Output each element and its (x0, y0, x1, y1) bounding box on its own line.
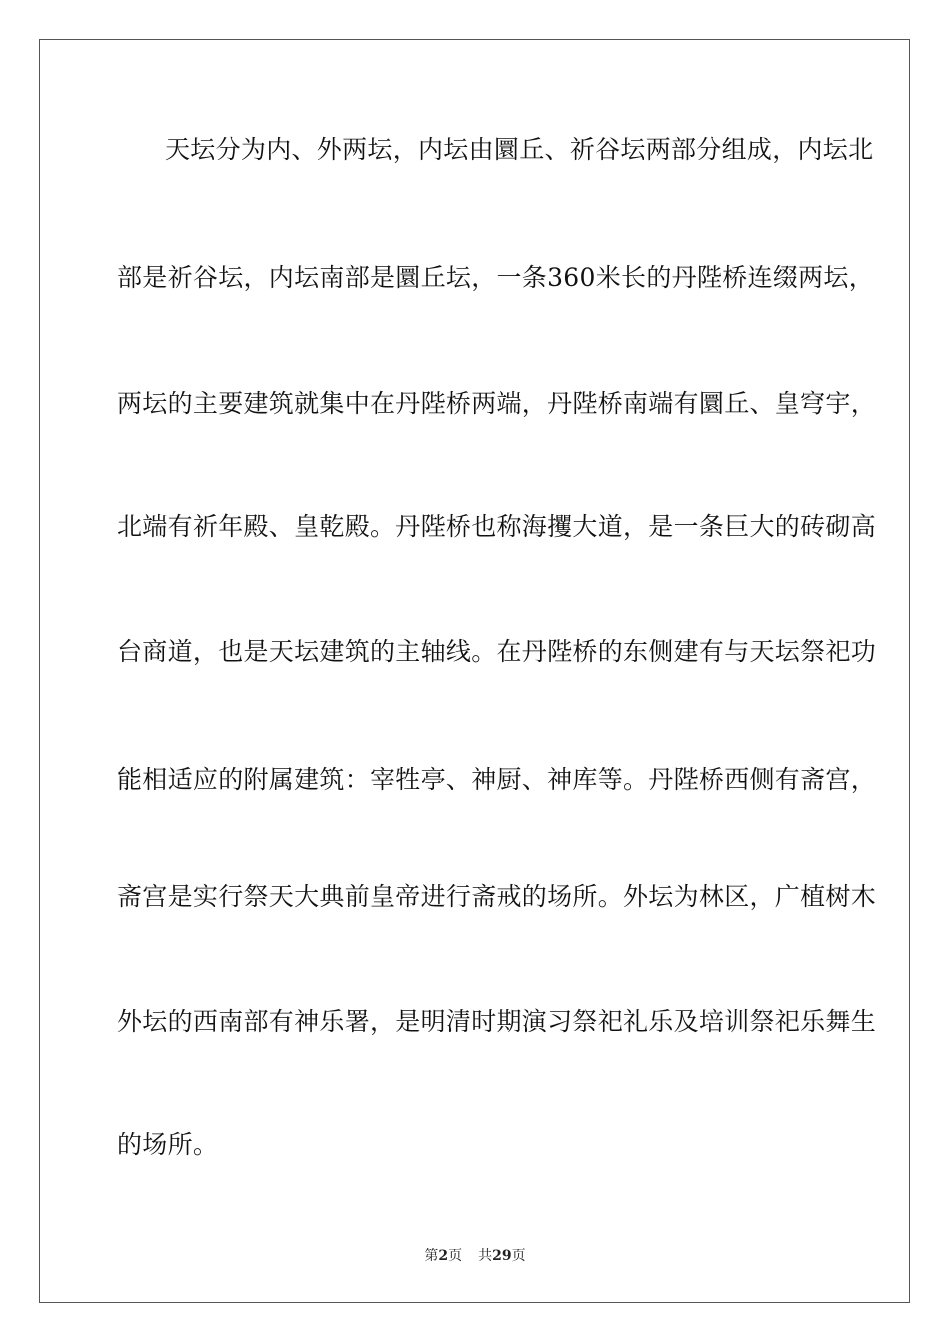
text-line: 斋宫是实行祭天大典前皇帝进行斋戒的场所。外坛为林区，广植树木 (117, 882, 877, 911)
text-line: 外坛的西南部有神乐署，是明清时期演习祭祀礼乐及培训祭祀乐舞生 (117, 1007, 877, 1036)
text-line: 能相适应的附属建筑：宰牲亭、神厨、神库等。丹陛桥西侧有斋宫， (117, 765, 877, 794)
total-label-prefix: 共 (478, 1248, 493, 1264)
total-label-suffix: 页 (511, 1248, 526, 1264)
page-label-prefix: 第 (424, 1248, 439, 1264)
page-footer (0, 1246, 950, 1266)
text-line: 北端有祈年殿、皇乾殿。丹陛桥也称海攫大道，是一条巨大的砖砌高 (117, 512, 877, 541)
total-pages: 29 (492, 1248, 512, 1264)
text-line: 部是祈谷坛，内坛南部是圜丘坛，一条360米长的丹陛桥连缀两坛， (117, 263, 875, 292)
text-line: 天坛分为内、外两坛，内坛由圜丘、祈谷坛两部分组成，内坛北 (165, 135, 874, 164)
text-line: 的场所。 (117, 1130, 219, 1159)
page-label-suffix: 页 (448, 1248, 463, 1264)
text-line: 两坛的主要建筑就集中在丹陛桥两端，丹陛桥南端有圜丘、皇穹宇， (117, 389, 877, 418)
page-number: 2 (438, 1248, 449, 1264)
text-line: 台商道，也是天坛建筑的主轴线。在丹陛桥的东侧建有与天坛祭祀功 (117, 637, 877, 666)
